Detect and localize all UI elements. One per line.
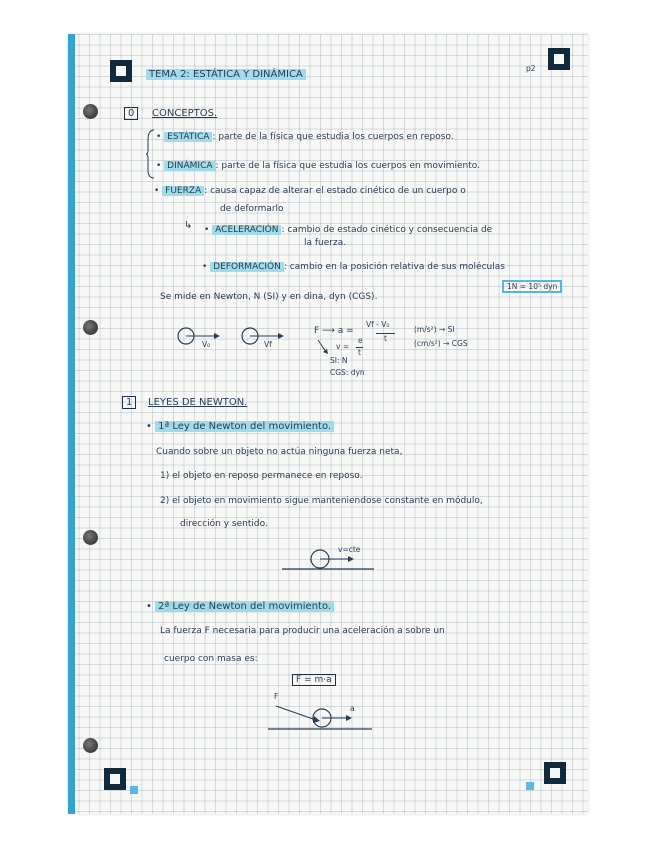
dinamica-text: : parte de la física que estudia los cuerpos en movimiento. [215, 161, 480, 171]
corner-marker-top-left [110, 60, 132, 82]
force-accel-formula: F ⟶ a = [314, 326, 354, 336]
law1-item2: 2) el objeto en movimiento sigue manteniendose constante en módulo, [160, 496, 483, 506]
ball-constant-velocity-diagram [280, 544, 380, 578]
velocity-constant-label: v=cte [338, 545, 361, 554]
binder-hole-3 [83, 530, 98, 545]
page-title: TEMA 2: ESTÁTICA Y DINÁMICA [146, 69, 306, 80]
corner-marker-bottom-right [544, 762, 566, 784]
law2-title-text: 2ª Ley de Newton del movimiento. [155, 601, 334, 612]
fuerza-line: • FUERZA : causa capaz de alterar el estado cinético de un cuerpo o [154, 186, 466, 196]
v-eq-label: v = [336, 342, 350, 351]
v-fraction-numerator: e [358, 336, 363, 345]
acceleration-label: a [350, 704, 355, 713]
fuerza-term: FUERZA [162, 186, 204, 196]
deformacion-line: • DEFORMACIÓN : cambio en la posición relativa de sus moléculas [202, 262, 505, 272]
v0-label: V₀ [202, 340, 211, 349]
law1-title-text: 1ª Ley de Newton del movimiento. [155, 421, 334, 432]
corner-dot-bottom-left [130, 786, 138, 794]
notebook-page [68, 34, 588, 814]
arrow-down-right-diagram [316, 338, 330, 356]
law1-item1: 1) el objeto en reposo permanece en reposo. [160, 471, 363, 481]
si-unit-label: SI: N [330, 356, 348, 365]
fuerza-line-2: de deformarlo [220, 204, 284, 214]
estatica-line: • ESTÁTICA : parte de la física que estudia los cuerpos en reposo. [156, 132, 454, 142]
accel-fraction-numerator: Vf - V₀ [366, 320, 390, 329]
law2-text: La fuerza F necesaria para producir una aceleración a sobre un [160, 626, 445, 636]
ball-v0-diagram [174, 324, 224, 354]
law1-item2b: dirección y sentido. [180, 519, 268, 529]
dinamica-term: DINÁMICA [164, 161, 215, 171]
page-margin-bar [68, 34, 75, 814]
corner-marker-bottom-left [104, 768, 126, 790]
newton-second-law-formula: F = m·a [292, 674, 336, 686]
corner-marker-top-right [548, 48, 570, 70]
binder-hole-2 [83, 320, 98, 335]
section-0-title: CONCEPTOS. [152, 108, 218, 119]
binder-hole-1 [83, 104, 98, 119]
law1-intro: Cuando sobre un objeto no actúa ninguna fuerza neta, [156, 447, 403, 457]
unit-cgs: (cm/s²) → CGS [414, 339, 468, 348]
unit-si: (m/s²) → SI [414, 325, 455, 334]
page-number: p2 [526, 64, 536, 73]
aceleracion-line-2: la fuerza. [304, 238, 347, 248]
mide-text: Se mide en Newton, N (SI) y en dina, dyn (CGS). [160, 292, 378, 302]
force-label: F [274, 692, 279, 701]
conversion-box: 1N = 10⁵ dyn [502, 280, 562, 293]
estatica-text: : parte de la física que estudia los cuerpos en reposo. [212, 132, 454, 142]
force-on-ball-diagram [264, 696, 384, 740]
law2-title: • 2ª Ley de Newton del movimiento. [146, 601, 334, 612]
ball-vf-diagram [238, 324, 288, 354]
law1-title: • 1ª Ley de Newton del movimiento. [146, 421, 334, 432]
v-fraction-denominator: t [358, 348, 361, 357]
section-0-number: 0 [124, 107, 138, 120]
binder-hole-4 [83, 738, 98, 753]
section-1-title: LEYES DE NEWTON. [148, 397, 248, 408]
deformacion-text: : cambio en la posición relativa de sus moléculas [283, 262, 505, 272]
cgs-unit-label: CGS: dyn [330, 368, 365, 377]
accel-fraction-denominator: t [376, 333, 395, 343]
arrow-down-right-icon: ↳ [184, 220, 193, 231]
aceleracion-term: ACELERACIÓN [212, 225, 281, 235]
section-1-number: 1 [122, 396, 136, 409]
estatica-term: ESTÁTICA [164, 132, 212, 142]
fuerza-text: : causa capaz de alterar el estado cinético de un cuerpo o [204, 186, 466, 196]
law2-text-2: cuerpo con masa es: [164, 654, 258, 664]
bracket-icon [146, 128, 156, 180]
aceleracion-text: : cambio de estado cinético y consecuencia de [281, 225, 493, 235]
corner-dot-bottom-right [526, 782, 534, 790]
vf-label: Vf [264, 340, 272, 349]
deformacion-term: DEFORMACIÓN [210, 262, 284, 272]
dinamica-line: • DINÁMICA : parte de la física que estudia los cuerpos en movimiento. [156, 161, 480, 171]
aceleracion-line: • ACELERACIÓN : cambio de estado cinético y consecuencia de [204, 225, 493, 235]
